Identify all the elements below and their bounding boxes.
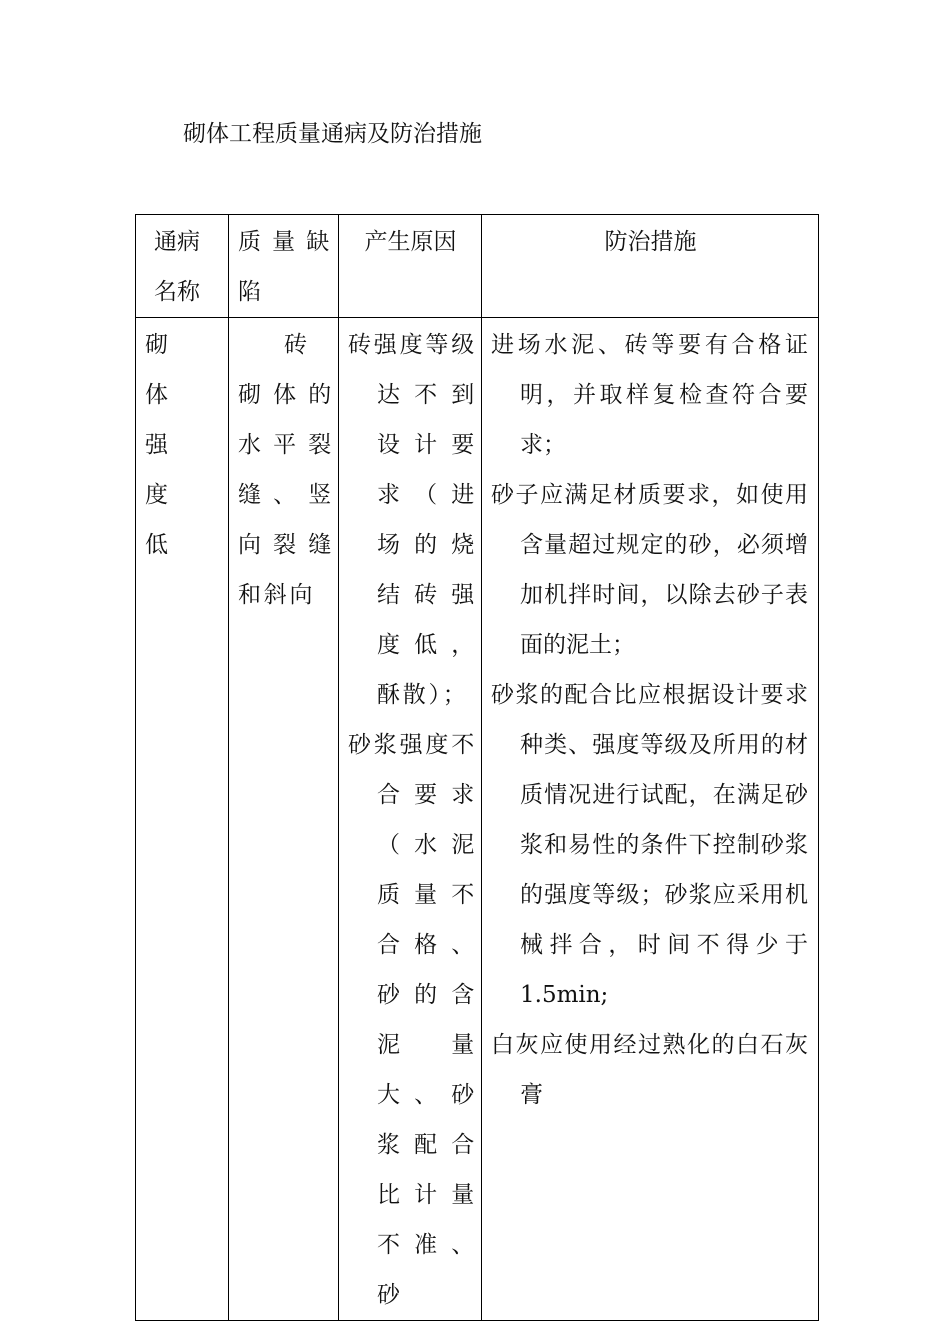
- table-header-row: [136, 215, 819, 318]
- measure-item: 砂浆的配合比应根据设计要求种类、强度等级及所用的材质情况进行试配，在满足砂浆和易性的条件下控制砂浆的强度等级；砂浆应采用机械拌合，时间不得少于1.5min;: [491, 682, 808, 1008]
- cell-name: [136, 318, 229, 1321]
- header-cell-cause: [339, 215, 482, 318]
- cause-item: 砖强度等级达不到设计要求（进场的烧结砖强度低，酥散）；: [348, 332, 477, 708]
- measure-item: 砂子应满足材质要求，如使用含量超过规定的砂，必须增加机拌时间，以除去砂子表面的泥土；: [491, 482, 808, 658]
- defects-table: [135, 214, 819, 1321]
- cell-defect: [229, 318, 339, 1321]
- header-measures-text: 防治措施: [604, 229, 697, 255]
- cell-measures: [482, 318, 819, 1321]
- cause-item: 砂浆强度不合要求（水泥质量不合格、砂的含泥量大、砂浆配合比计量不准、砂: [348, 732, 477, 1308]
- measure-item: 白灰应使用经过熟化的白石灰膏: [491, 1032, 808, 1108]
- header-cell-defect: [229, 215, 339, 318]
- header-cell-measures: [482, 215, 819, 318]
- header-cause-text: 产生原因: [364, 229, 457, 255]
- page-title: 砌体工程质量通病及防治措施: [183, 121, 482, 147]
- header-cell-name: [136, 215, 229, 318]
- row-name-text: 砌体强度低: [145, 332, 194, 558]
- cell-cause: [339, 318, 482, 1321]
- header-defect-text: 质量缺陷: [238, 229, 338, 305]
- row-defect-text: 砖砌体的水平裂缝、竖向裂缝和斜向: [238, 332, 334, 608]
- table-row: [136, 318, 819, 1321]
- measure-item: 进场水泥、砖等要有合格证明，并取样复检查符合要求；: [491, 332, 808, 458]
- header-name-text: 通病名称: [154, 229, 200, 305]
